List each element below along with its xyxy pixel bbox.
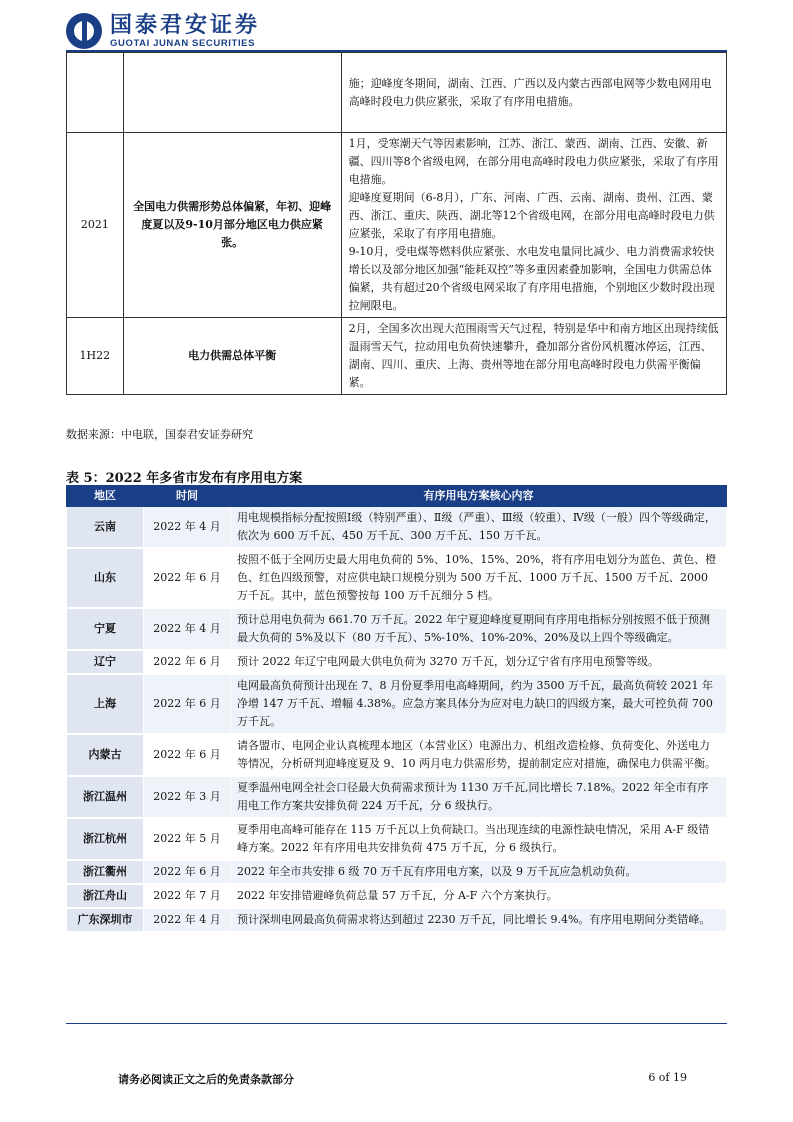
table-header-row: [67, 486, 727, 507]
content-cell: 2022 年全市共安排 6 级 70 万千瓦有序用电方案，以及 9 万千瓦应急机动负荷。: [231, 860, 727, 884]
table-row: [67, 507, 727, 549]
detail-paragraph: 施；迎峰度冬期间，湖南、江西、广西以及内蒙古西部电网等少数电网用电高峰时段电力供应紧张，采取了有序用电措施。: [348, 76, 712, 108]
content-cell: 电网最高负荷预计出现在 7、8 月份夏季用电高峰期间，约为 3500 万千瓦，最高负荷较 2021 年净增 147 万千瓦、增幅 4.38%。应急方案具体分为应对电力缺口的四级方案，最大可控负荷 700 万千瓦。: [231, 674, 727, 734]
region-cell: 内蒙古: [67, 734, 144, 776]
detail-cell: [341, 133, 726, 318]
time-cell: 2022 年 6 月: [144, 674, 231, 734]
content-cell: 预计总用电负荷为 661.70 万千瓦。2022 年宁夏迎峰度夏期间有序用电指标分别按照不低于预测最大负荷的 5%及以下（80 万千瓦）、5%-10%、10%-20%、20%及以上四个等级确定。: [231, 608, 727, 650]
disclaimer-note: 请务必阅读正文之后的免责条款部分: [118, 1073, 294, 1086]
content-cell: 预计 2022 年辽宁电网最大供电负荷为 3270 万千瓦，划分辽宁省有序用电预警等级。: [231, 650, 727, 674]
column-header-time: 时间: [144, 486, 231, 507]
orderly-power-plan-table: [66, 485, 727, 933]
header: [66, 12, 260, 50]
column-header-content: 有序用电方案核心内容: [231, 486, 727, 507]
table-row: [67, 53, 727, 133]
power-supply-history-table: [66, 52, 727, 395]
region-cell: 上海: [67, 674, 144, 734]
time-cell: 2022 年 4 月: [144, 608, 231, 650]
time-cell: 2022 年 5 月: [144, 818, 231, 860]
table-row: [67, 818, 727, 860]
content-cell: 夏季温州电网全社会口径最大负荷需求预计为 1130 万千瓦,同比增长 7.18%。2022 年全市有序用电工作方案共安排负荷 224 万千瓦，分 6 级执行。: [231, 776, 727, 818]
company-name-en: GUOTAI JUNAN SECURITIES: [110, 37, 256, 49]
table-title: 表 5：2022 年多省市发布有序用电方案: [66, 471, 303, 486]
time-cell: 2022 年 3 月: [144, 776, 231, 818]
region-cell: 宁夏: [67, 608, 144, 650]
year-cell: 2021: [67, 133, 124, 318]
detail-paragraph: 1月，受寒潮天气等因素影响，江苏、浙江、蒙西、湖南、江西、安徽、新疆、四川等8个省级电网，在部分用电高峰时段电力供应紧张，采取了有序用电措施。: [348, 137, 719, 186]
year-cell: [67, 53, 124, 133]
summary-cell: 全国电力供需形势总体偏紧，年初、迎峰度夏以及9-10月部分地区电力供应紧张。: [123, 133, 341, 318]
table-row: [67, 674, 727, 734]
content-cell: 夏季用电高峰可能存在 115 万千瓦以上负荷缺口。当出现连续的电源性缺电情况，采用 A-F 级错峰方案。2022 年有序用电共安排负荷 475 万千瓦，分 6 级执行。: [231, 818, 727, 860]
detail-paragraph: 9-10月，受电煤等燃料供应紧张、水电发电量同比减少、电力消费需求较快增长以及部分地区加强“能耗双控”等多重因素叠加影响，全国电力供需总体偏紧，共有超过20个省级电网采取了有序用电措施，个别地区少数时段出现拉闸限电。: [348, 245, 715, 312]
detail-cell: [341, 53, 726, 133]
content-cell: 预计深圳电网最高负荷需求将达到超过 2230 万千瓦，同比增长 9.4%。有序用电期间分类错峰。: [231, 908, 727, 932]
time-cell: 2022 年 4 月: [144, 507, 231, 549]
table-row: [67, 908, 727, 932]
table-row: [67, 650, 727, 674]
detail-cell: [341, 318, 726, 395]
table-row: [67, 318, 727, 395]
region-cell: 辽宁: [67, 650, 144, 674]
content-cell: 2022 年安排错避峰负荷总量 57 万千瓦，分 A-F 六个方案执行。: [231, 884, 727, 908]
region-cell: 浙江杭州: [67, 818, 144, 860]
content-cell: 用电规模指标分配按照Ⅰ级（特别严重）、Ⅱ级（严重）、Ⅲ级（较重）、Ⅳ级（一般）四个等级确定，依次为 600 万千瓦、450 万千瓦、300 万千瓦、150 万千瓦。: [231, 507, 727, 549]
region-cell: 云南: [67, 507, 144, 549]
footer-rule: [66, 1023, 727, 1024]
time-cell: 2022 年 6 月: [144, 860, 231, 884]
year-cell: 1H22: [67, 318, 124, 395]
column-header-region: 地区: [67, 486, 144, 507]
table-row: [67, 776, 727, 818]
data-source-note: 数据来源：中电联，国泰君安证券研究: [66, 428, 253, 441]
content-cell: 请各盟市、电网企业认真梳理本地区（本营业区）电源出力、机组改造检修、负荷变化、外送电力等情况，分析研判迎峰度夏及 9、10 两月电力供需形势，提前制定应对措施，确保电力供需平衡。: [231, 734, 727, 776]
region-cell: 浙江衢州: [67, 860, 144, 884]
table-row: [67, 548, 727, 608]
summary-cell: [123, 53, 341, 133]
detail-paragraph: 2月，全国多次出现大范围雨雪天气过程，特别是华中和南方地区出现持续低温雨雪天气，拉动用电负荷快速攀升，叠加部分省份风机覆冰停运，江西、湖南、四川、重庆、上海、贵州等地在部分用电高峰时段电力供需平衡偏紧。: [348, 322, 719, 389]
time-cell: 2022 年 6 月: [144, 734, 231, 776]
table-row: [67, 608, 727, 650]
region-cell: 浙江温州: [67, 776, 144, 818]
time-cell: 2022 年 6 月: [144, 548, 231, 608]
content-cell: 按照不低于全网历史最大用电负荷的 5%、10%、15%、20%，将有序用电划分为蓝色、黄色、橙色、红色四级预警，对应供电缺口规模分别为 500 万千瓦、1000 万千瓦、1500 万千瓦、2000 万千瓦。其中，蓝色预警按每 100 万千瓦细分 5 档。: [231, 548, 727, 608]
region-cell: 山东: [67, 548, 144, 608]
table-row: [67, 884, 727, 908]
page-number: 6 of 19: [648, 1071, 687, 1084]
company-name-cn: 国泰君安证券: [110, 12, 261, 38]
time-cell: 2022 年 4 月: [144, 908, 231, 932]
detail-paragraph: 迎峰度夏期间（6-8月），广东、河南、广西、云南、湖南、贵州、江西、蒙西、浙江、重庆、陕西、湖北等12个省级电网，在部分用电高峰时段电力供应紧张，采取了有序用电措施。: [348, 191, 715, 240]
table-row: [67, 734, 727, 776]
company-logo-icon: [66, 13, 102, 49]
summary-cell: 电力供需总体平衡: [123, 318, 341, 395]
time-cell: 2022 年 6 月: [144, 650, 231, 674]
region-cell: 广东深圳市: [67, 908, 144, 932]
table-row: [67, 860, 727, 884]
region-cell: 浙江舟山: [67, 884, 144, 908]
table-row: [67, 133, 727, 318]
time-cell: 2022 年 7 月: [144, 884, 231, 908]
